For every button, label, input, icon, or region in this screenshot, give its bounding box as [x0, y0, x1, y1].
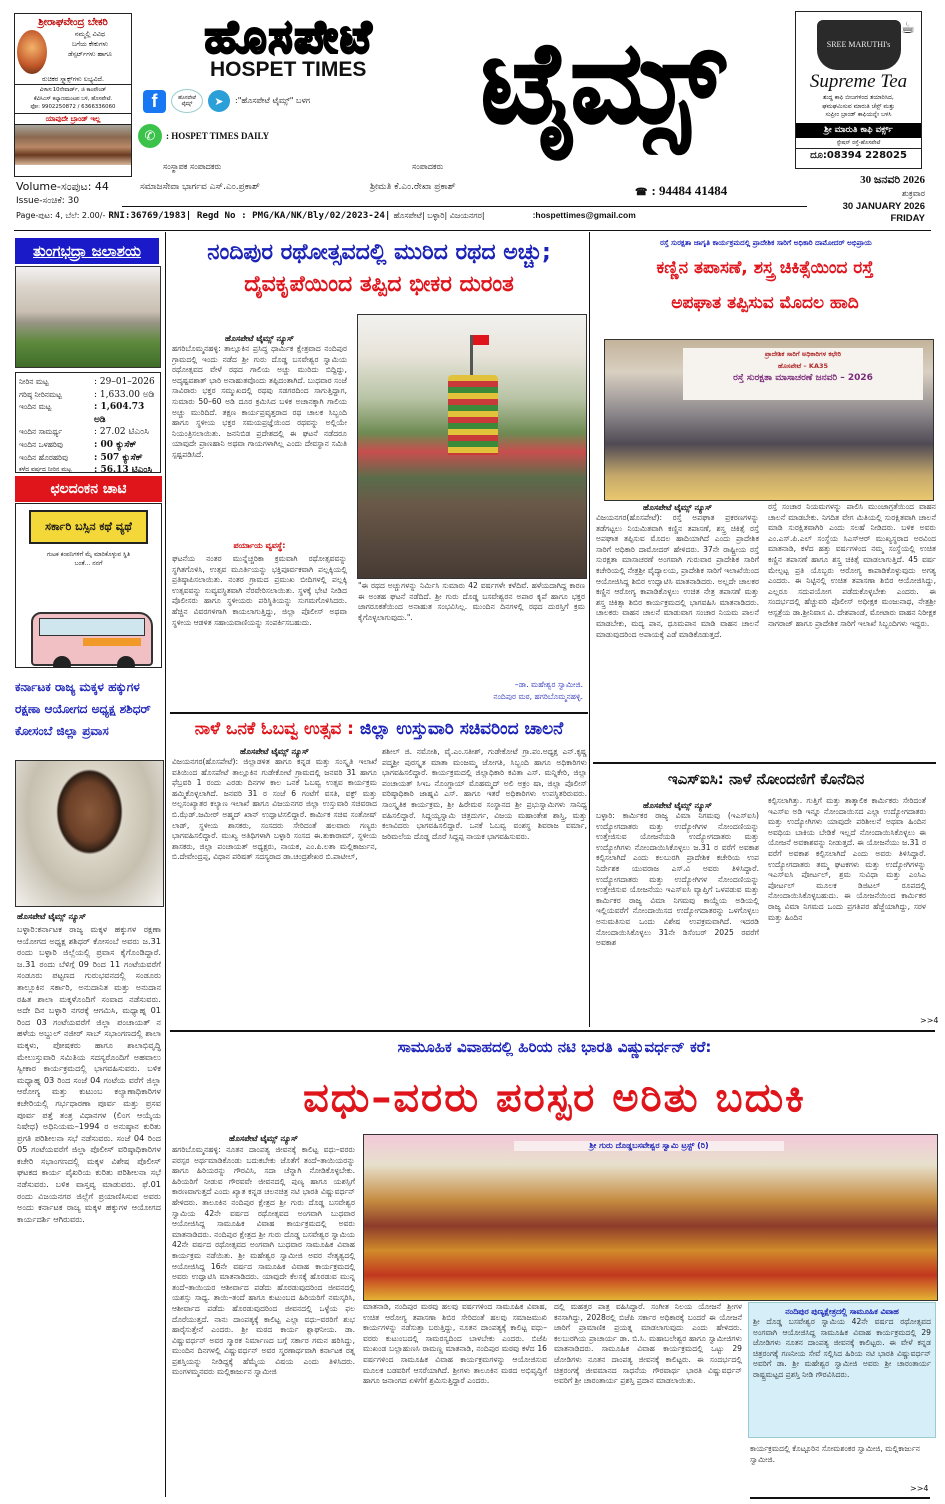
story2-byline: ಹೊಸಪೇಟೆ ಟೈಮ್ಸ್ ನ್ಯೂಸ್: [643, 503, 712, 512]
phone-number: : 94484 41484: [651, 183, 728, 198]
day-kannada: ಶುಕ್ರವಾರ: [901, 189, 925, 198]
story5-body-1: ಹಗರಿಬೊಮ್ಮನಹಳ್ಳಿ: ನೂತನ ದಾಂಪತ್ಯ ಜೀವನಕ್ಕೆ ಕಾಲಿಟ್ಟ ವಧು–ವರರು ಪರಸ್ಪರ ಅರ್ಥಮಾಡಿಕೊಂಡು ಬದುಕಬೇಕು ಜೊತೆಗೆ ತಂದೆ–ತಾಯಿಯರನ್ನು ಹಾಗೂ ಹಿರಿಯರನ್ನು ಗೌರವಿಸಿ, ಸದಾ ಚೆನ್ನಾಗಿ ನೋಡಿಕೊಳ್ಳಬೇಕು. ಹಿರಿಯರಿಗೆ ನೀಡುವ ಗೌರವವೇ ಜೀವನದಲ್ಲಿ ಪುಣ್ಯ ಹಾಗೂ ಯಶಸ್ಸಿಗೆ ಕಾರಣವಾಗುತ್ತದೆ ಎಂದು ಖ್ಯಾತ ಕನ್ನಡ ಚಲನಚಿತ್ರ ನಟಿ ಭಾರತಿ ವಿಷ್ಣುವರ್ಧನ್ ಹೇಳಿದರು. ತಾಲೂಕಿನ ನಂದಿಪುರ ಕ್ಷೇತ್ರದ ಶ್ರೀ ಗುರು ದೊಡ್ಡ ಬಸವೇಶ್ವರ ಸ್ವಾಮಿಯ 42ನೇ ವರ್ಷದ ರಥೋತ್ಸವದ ಅಂಗವಾಗಿ ಬುಧವಾರ ಆಯೋಜಿಸಿದ್ದ ಸಾಮೂಹಿಕ ವಿವಾಹ ಕಾರ್ಯಕ್ರಮದಲ್ಲಿ ಅವರು ಮಾತನಾಡಿದರು. ನಂದಿಪುರ ಕ್ಷೇತ್ರದ ಶ್ರೀ ಗುರು ದೊಡ್ಡ ಬಸವೇಶ್ವರ ಸ್ವಾಮಿಯ 42ನೇ ವರ್ಷದ ರಥೋತ್ಸವದ ಅಂಗವಾಗಿ ಬುಧವಾರ ಸಾಮೂಹಿಕ ವಿವಾಹ ಕಾರ್ಯಕ್ರಮ ನಡೆಯಿತು. ಶ್ರೀ ಮಹೇಶ್ವರ ಸ್ವಾಮೀಜಿ ಅವರ ನೇತೃತ್ವದಲ್ಲಿ ಆಯೋಜಿಸಿದ್ದ 16ನೇ ವರ್ಷದ ಸಾಮೂಹಿಕ ವಿವಾಹ ಕಾರ್ಯಕ್ರಮದಲ್ಲಿ ಅವರು ಉದ್ಘಾಟಿಸಿ ಮಾತನಾಡಿದರು. ಯಾವುದೇ ಕೆಲಸಕ್ಕೆ ಹೊರಡುವ ಮುನ್ನ ತಂದೆ–ತಾಯಿಯರ ಆಶೀರ್ವಾದ ಪಡೆದು ಹೊರಡುವುದರಿಂದ ಜೀವನದಲ್ಲಿ ಯಶಸ್ಸು ಸಾಧ್ಯ. ತಾಯಿ–ತಂದೆ ಹಾಗೂ ಕುಟುಂಬದ ಹಿರಿಯರಿಗೆ ನಮಸ್ಕರಿಸಿ, ಆಶೀರ್ವಾದ ಪಡೆದು ಹೊರಡುವುದರಿಂದ ಜೀವನದಲ್ಲಿ ಒಳ್ಳೆಯ ಫಲ ದೊರೆಯುತ್ತದೆ. ನಾನು ದಾಂಪತ್ಯಕ್ಕೆ ಕಾಲಿಟ್ಟ ಎಲ್ಲಾ ವಧು–ವರರಿಗೆ ಶುಭ ಹಾರೈಸುತ್ತೇನೆ ಎಂದರು. ಶ್ರೀ ಮಠದ ಕಾರ್ಯ ಶ್ಲಾಘನೀಯ. ಡಾ. ವಿಷ್ಣುವರ್ಧನ್ ಅವರ ಸ್ಮಾರಕ ನಿರ್ಮಾಣದ ಬಗ್ಗೆ ಸರ್ಕಾರ ಗಮನ ಹರಿಸಿದ್ದು, ಮುಂದಿನ ದಿನಗಳಲ್ಲಿ ವಿಷ್ಣುವರ್ಧನ್ ಅವರ ಸ್ಮರಣಾರ್ಥವಾಗಿ ಕರ್ನಾಟಕ ರತ್ನ ಪ್ರಶಸ್ತಿಯನ್ನು ನೀಡಿದ್ದಕ್ಕೆ ಹೆಮ್ಮೆಯ ವಿಷಯ ಎಂದು ತಿಳಿಸಿದರು. ಮಂಗಳಮ್ಮನವರು ಮಲ್ಲಿಕಾರ್ಜುನ ಸ್ವಾಮೀಜಿ: [172, 1145, 355, 1377]
masthead-title-kannada-2: ಟೈಮ್ಸ್: [480, 17, 725, 148]
story5-headline: ವಧು–ವರರು ಪರಸ್ಪರ ಅರಿತು ಬದುಕಿ: [303, 1075, 806, 1121]
tea-ad-address: ಸ್ಟೇಷನ್ ರಸ್ತೆ-ಹೊಸಪೇಟೆ: [836, 139, 881, 146]
story1-body-1: ಹಗರಿಬೊಮ್ಮನಹಳ್ಳಿ: ತಾಲ್ಲೂಕಿನ ಪ್ರಸಿದ್ಧ ಧಾರ್ಮಿಕ ಕ್ಷೇತ್ರವಾದ ನಂದಿಪುರ ಗ್ರಾಮದಲ್ಲಿ ಇಂದು ನಡೆದ ಶ್ರೀ ಗುರು ದೊಡ್ಡ ಬಸವೇಶ್ವರ ಸ್ವಾಮಿಯ ರಥೋತ್ಸವದ ವೇಳೆ ರಥದ ಗಾಲಿಯ ಅಚ್ಚು ಮುರಿದು ಬಿದ್ದಿದ್ದು, ಅದೃಷ್ಟವಶಾತ್ ಭಾರಿ ಅನಾಹುತವೊಂದು ತಪ್ಪಿದಂತಾಗಿದೆ. ಬುಧವಾರ ಸಂಜೆ ಸಾವಿರಾರು ಭಕ್ತರ ಸಮ್ಮುಖದಲ್ಲಿ ರಥವು ಸಡಗರದಿಂದ ಸಾಗುತ್ತಿದ್ದಾಗ, ಸುಮಾರು 50–60 ಅಡಿ ದೂರ ಕ್ರಮಿಸಿದ ಬಳಿಕ ಅಚಾನಕ್ಕಾಗಿ ಗಾಲಿಯ ಅಚ್ಚು ಮುರಿದಿದೆ. ತಕ್ಷಣ ಕಾರ್ಯಪ್ರವೃತ್ತರಾದ ರಥ ಚಾಲಕ ಸಿಬ್ಬಂದಿ ಹಾಗೂ ಸ್ಥಳೀಯ ಭಕ್ತರ ಸಮಯಪ್ರಜ್ಞೆಯಿಂದ ರಥವನ್ನು ಅಲ್ಲಿಯೇ ನಿಯಂತ್ರಿಸಲಾಯಿತು. ಜನನಿಬಿಡ ಪ್ರದೇಶದಲ್ಲಿ ಈ ಘಟನೆ ನಡೆದರೂ ಯಾವುದೇ ಪ್ರಾಣಹಾನಿ ಅಥವಾ ಗಾಯಗಳಾಗಿಲ್ಲ ಎಂದು ದೇವಸ್ಥಾನ ಸಮಿತಿ ಸ್ಪಷ್ಟಪಡಿಸಿದೆ.: [172, 344, 347, 459]
story1-quote-author: –ಡಾ. ಮಹೇಶ್ವರ ಸ್ವಾಮೀಜಿ.: [514, 680, 583, 689]
cakes-image: [15, 125, 131, 165]
road-safety-photo: [604, 339, 934, 501]
founder-name: ಸಮಾಜಸೇವಾ ಭಾರ್ಗವ ಎಸ್.ಎಂ.ಪ್ರಕಾಶ್: [140, 182, 260, 192]
dam-row: ಕಳೆದ ವರ್ಷದ ನೀರಿನ ಮಟ್ಟ : 56.13 ಟಿಎಂಸಿ: [19, 465, 153, 476]
page-bottom-rule: [750, 1497, 930, 1499]
photo-banner-text: ಶ್ರೀ ಗುರು ದೊಡ್ಡಬಸವೇಶ್ವರ ಸ್ವಾಮಿ ಟ್ರಸ್ಟ್ (ರಿ): [514, 1141, 784, 1151]
story5-box-title: ನಂದಿಪುರ ಪುಣ್ಯಕ್ಷೇತ್ರದಲ್ಲಿ ಸಾಮೂಹಿಕ ವಿವಾಹ: [785, 1307, 899, 1316]
social-logo: ಹೊಸಪೇಟೆ ಟೈಮ್ಸ್: [171, 89, 203, 113]
portrait-photo: [15, 760, 164, 907]
story4-headline: ಇಎಸ್ಐಸಿ: ನಾಳೆ ನೋಂದಣಿಗೆ ಕೊನೆದಿನ: [667, 770, 865, 788]
section-divider: [170, 1030, 935, 1032]
story1-body-2: ಘಟನೆಯ ನಂತರ ಮುನ್ನೆಚ್ಚರಿಕಾ ಕ್ರಮವಾಗಿ ರಥೋತ್ಸವವನ್ನು ಸ್ಥಗಿತಗೊಳಿಸಿ, ಉತ್ಸವ ಮೂರ್ತಿಯನ್ನು ಭಕ್ತಿಪೂರ್ವಕವಾಗಿ ಪಲ್ಲಕ್ಕಿಯಲ್ಲಿ ಪ್ರತಿಷ್ಠಾಪಿಸಲಾಯಿತು. ನಂತರ ಗ್ರಾಮದ ಪ್ರಮುಖ ಬೀದಿಗಳಲ್ಲಿ ಪಲ್ಲಕ್ಕಿ ಉತ್ಸವವನ್ನು ಸುವ್ಯವಸ್ಥಿತವಾಗಿ ನೆರವೇರಿಸಲಾಯಿತು. ಸ್ಥಳಕ್ಕೆ ಭೇಟಿ ನೀಡಿದ ಪೊಲೀಸರು ಹಾಗೂ ಸ್ಥಳೀಯರು ಪರಿಸ್ಥಿತಿಯನ್ನು ಸುಗಮಗೊಳಿಸಿದರು. ಹೆಚ್ಚಿನ ವಿವರಗಳಿಗಾಗಿ ಕಾಯಲಾಗುತ್ತಿದ್ದು, ಜಿಲ್ಲಾ ಪೊಲೀಸ್ ಅಥವಾ ಸ್ಥಳೀಯ ಆಡಳಿತ ಸಹಾಯವಾಣಿಯನ್ನು ಸಂಪರ್ಕಿಸಬಹುದು.: [172, 554, 347, 627]
header-bottom-rule: [14, 230, 931, 231]
bakery-tagline: ಯಾವುದೇ ಬ್ರಾಂಡ್ ಇಲ್ಲ: [15, 114, 131, 125]
tea-brand: Supreme Tea: [809, 71, 908, 92]
day-english: FRIDAY: [890, 213, 925, 224]
dam-row: ಇಂದಿನ ಸಾಮರ್ಥ್ಯ : 27.02 ಟಿಎಂಸಿ: [19, 427, 149, 438]
masthead-title-kannada-1: ಹೊಸಪೇಟೆ: [204, 10, 374, 63]
left-column-divider: [165, 232, 166, 1497]
story1-headline-2: ದೈವಕೃಪೆಯಿಂದ ತಪ್ಪಿದ ಭೀಕರ ದುರಂತ: [244, 272, 514, 297]
tea-logo: [817, 20, 901, 70]
volume: Volume-ಸಂಪುಟ: 44: [16, 180, 109, 193]
date-kannada: 30 ಜನವರಿ 2026: [860, 174, 925, 186]
story5-body-2: ಮಾತನಾಡಿ, ನಂದಿಪುರ ಮಠವು ಹಲವು ವರ್ಷಗಳಿಂದ ಸಾಮೂಹಿಕ ವಿವಾಹ, ಉಚಿತ ಆರೋಗ್ಯ ತಪಾಸಣಾ ಶಿಬಿರ ಸೇರಿದಂತೆ ಹಲವು ಸಮಾಜಮುಖಿ ಕಾರ್ಯಗಳನ್ನು ನಡೆಸುತ್ತಾ ಬರುತ್ತಿದ್ದು, ನೂತನ ದಾಂಪತ್ಯಕ್ಕೆ ಕಾಲಿಟ್ಟ ವಧು–ವರರು ಕುಟುಂಬದಲ್ಲಿ ಸಾಮರಸ್ಯದಿಂದ ಬಾಳಬೇಕು ಎಂದರು. ಬಿಜೆಪಿ ಮುಖಂಡ ಬಲ್ಲಾಹುಣಸಿ ರಾಮಣ್ಣ ಮಾತನಾಡಿ, ನಂದಿಪುರ ಮಠವು ಕಳೆದ 16 ವರ್ಷಗಳಿಂದ ಸಾಮೂಹಿಕ ವಿವಾಹ ಕಾರ್ಯಕ್ರಮಗಳನ್ನು ಆಯೋಜಿಸುವ ಮೂಲಕ ಬಡವರಿಗೆ ಆಸರೆಯಾಗಿದೆ. ಶ್ರೀಗಳು ತಾಲೂಕಿನ ಮಠದ ಅಭಿವೃದ್ಧಿಗೆ ಹಾಗೂ ಜನಾಂಗದ ಏಳಿಗೆಗೆ ಶ್ರಮಿಸುತ್ತಿದ್ದಾರೆ ಎಂದರು.: [363, 1302, 547, 1386]
phone-row: [635, 183, 727, 199]
photo-banner-line: ಪ್ರಾದೇಶಿಕ ಸಾರಿಗೆ ಅಧಿಕಾರಿಗಳ ಕಛೇರಿ: [764, 350, 842, 358]
story4-body-2: ಕಲ್ಪಿಸಲಾಗಿತ್ತು. ಗುತ್ತಿಗೆ ಮತ್ತು ತಾತ್ಕಾಲಿಕ ಕಾರ್ಮಿಕರು ಸೇರಿದಂತೆ ಇಎಸ್ಐ ಅಡಿ ಇನ್ನೂ ನೋಂದಾಯಿಸದ ಎಲ್ಲಾ ಉದ್ಯೋಗದಾತರು ಮತ್ತು ಉದ್ಯೋಗಿಗಳು ಯಾವುದೇ ಪರಿಶೀಲನೆ ಅಥವಾ ಹಿಂದಿನ ಅವಧಿಯ ಬಾಕಿಯ ಬೇಡಿಕೆ ಇಲ್ಲದೆ ನೋಂದಾಯಿಸಿಕೊಳ್ಳಲು ಈ ಯೋಜನೆ ಅವಕಾಶವನ್ನು ನೀಡುತ್ತದೆ. ಈ ಯೋಜನೆಯು ಜ.31 ರ ವರೆಗೆ ಅವಕಾಶ ಕಲ್ಪಿಸಲಾಗಿದೆ ಎಂದು ಅವರು ತಿಳಿಸಿದ್ದಾರೆ. ಉದ್ಯೋಗದಾತರು ತಮ್ಮ ಘಟಕಗಳು ಮತ್ತು ಉದ್ಯೋಗಿಗಳನ್ನು ಇಎಸ್ಐಸಿ ಪೋರ್ಟಲ್, ಶ್ರಮ ಸುವಿಧಾ ಮತ್ತು ಎಂಸಿಎ ಪೋರ್ಟಲ್ ಮೂಲಕ ಡಿಜಿಟಲ್ ರೂಪದಲ್ಲಿ ನೋಂದಾಯಿಸಿಕೊಳ್ಳಬಹುದು. ಈ ಯೋಜನೆಯಿಂದ ಕಾರ್ಮಿಕರ ರಾಜ್ಯ ವಿಮಾ ನಿಗಮದ ಒಂದು ಪ್ರಗತಿಪರ ಹೆಜ್ಜೆಯಾಗಿದ್ದು, ಸರಳ ಮತ್ತು ಹಿಂದಿನ: [768, 796, 926, 922]
cartoon-speech: ಗುಟಕ ಕಂಪನಿಗಳಿಗೆ ಮೈ ಮಾರಿಕೊಳ್ಳುವ ಸ್ಥಿತಿ ಬಂತೆ... ನನಗೆ: [46, 551, 131, 567]
bakery-address: ಕೆವಿಸಿಎಸ್ ಕಲ್ಯಾಣಮಂಟಪ ಬಳಿ, ಹೊಸಪೇಟೆ.: [33, 95, 113, 102]
story5-after-box: ಕಾರ್ಯಕ್ರಮದಲ್ಲಿ ಕೊಟ್ಟೂರಿನ ಸೋಮಶಂಕರ ಸ್ವಾಮೀಜಿ, ಮಲ್ಲಿಕಾರ್ಜುನ ಸ್ವಾಮೀಜಿ.: [750, 1444, 920, 1464]
social-row: [143, 88, 373, 114]
story-divider: [170, 712, 588, 714]
story3-headline-red: ನಾಳೆ ಒನಕೆ ಓಬವ್ವ ಉತ್ಸವ :: [194, 719, 354, 739]
story5-continued: >>4: [910, 1484, 929, 1493]
places: ಹೊಸಪೇಟೆ| ಬಳ್ಳಾರಿ| ವಿಜಯನಗರ|: [393, 211, 485, 220]
whatsapp-icon[interactable]: ✆: [138, 124, 162, 148]
telegram-icon[interactable]: ➤: [208, 90, 230, 112]
tea-ad-line: ಶುದ್ಧ ಕಾಫಿ ಬೀಜಗಳಿಂದ ತಯಾರಿಸಿದ,: [823, 94, 894, 101]
story2-headline-2: ಅಪಘಾತ ತಪ್ಪಿಸುವ ಮೊದಲ ಹಾದಿ: [671, 293, 859, 313]
left-story-headline: ಕರ್ನಾಟಕ ರಾಜ್ಯ ಮಕ್ಕಳ ಹಕ್ಕುಗಳ ರಕ್ಷಣಾ ಆಯೋಗದ ಅಧ್ಯಕ್ಷ ಶಶಿಧರ್ ಕೋಸಂಬೆ ಜಿಲ್ಲಾ ಪ್ರವಾಸ: [15, 680, 151, 738]
story3-body-2: ಶಶೀಲ್ ಜಿ. ನಮೋಶಿ, ವೈ.ಎಂ.ಸತೀಶ್, ಗುಡೇಕೋಟೆ ಗ್ರಾ.ಪಂ.ಅಧ್ಯಕ್ಷ ಎನ್.ಕೃಷ್ಣ ಪದ್ಮಶ್ರೀ ಪುರಸ್ಕೃತ ಮಾತಾ ಮಂಜಮ್ಮ ಜೋಗತಿ, ಸಿಬ್ಬಂದಿ ಹಾಗೂ ಅಧಿಕಾರಿಗಳು ಭಾಗವಹಿಸಲಿದ್ದಾರೆ. ಕಾರ್ಯಕ್ರಮದಲ್ಲಿ ಜಿಲ್ಲಾಧಿಕಾರಿ ಕವಿತಾ ಎಸ್. ಮನ್ನಿಕೇರಿ, ಜಿಲ್ಲಾ ಪಂಚಾಯತ್ ಸಿಇಒ ನೊಂಗ್ಜಾಯ್ ಮೊಹಮ್ಮದ್ ಅಲಿ ಅಕ್ರಂ ಷಾ, ಜಿಲ್ಲಾ ಪೊಲೀಸ್ ವರಿಷ್ಠಾಧಿಕಾರಿ ಜಾಹ್ನವಿ ಎಸ್. ಹಾಗೂ ಇತರೆ ಅಧಿಕಾರಿಗಳು ಉಪಸ್ಥಿತರಿರುವರು. ಸಾಂಸ್ಕೃತಿಕ ಕಾರ್ಯಕ್ರಮ, ಶ್ರೀ ಹಿರೇಮಠ ಸಂಸ್ಥಾನದ ಶ್ರೀ ಪ್ರಭುಸ್ವಾಮಿಗಳು ಸಾನಿಧ್ಯ ವಹಿಸಲಿದ್ದಾರೆ. ಸಿದ್ದಯ್ಯಸ್ವಾಮಿ ಚಿತ್ರದುರ್ಗ, ವಿಜಯ ಮಹಾಂತೇಶ ಶಾಸ್ತ್ರಿ, ಮತ್ತು ಕಲಾವಿದರು ಭಾಗವಹಿಸಲಿದ್ದಾರೆ. ಒನಕೆ ಓಬವ್ವ ವಂಶಸ್ಥ ಶಿವರಾಜ ವರ್ಮಾ, ಜರಿಮಲೆಯ ದೊಡ್ಡ ದೊರೆ ಸಿದ್ದಪ್ಪ ನಾಯಕ ಭಾಗವಹಿಸುವರು.: [382, 747, 587, 841]
registration: RNI:36769/1983| Regd No : PMG/KA/NK/Bly/02/2023-24|: [108, 210, 391, 221]
date-english: 30 JANUARY 2026: [842, 201, 925, 212]
bakery-ad-line: ಬಗೆಯ ಕೇಕುಗಳು: [71, 40, 109, 48]
tea-ad-banner: ಶ್ರೀ ಮಾರುತಿ ಕಾಫಿ ವರ್ಕ್ಸ್: [796, 123, 921, 138]
editor-name: ಶ್ರೀಮತಿ ಕೆ.ಎಂ.ರೇಖಾ ಪ್ರಕಾಶ್: [370, 182, 456, 192]
story1-subhead: ಪರ್ಯಾಯ ವ್ಯವಸ್ಥೆ:: [233, 541, 286, 550]
telegram-group-text: :"ಹೊಸಪೇಟೆ ಟೈಮ್ಸ್" ಬಳಗ: [235, 96, 311, 105]
story3-body-1: ವಿಜಯನಗರ(ಹೊಸಪೇಟೆ): ಜಿಲ್ಲಾಡಳಿತ ಹಾಗೂ ಕನ್ನಡ ಮತ್ತು ಸಂಸ್ಕೃತಿ ಇಲಾಖೆ ವತಿಯಿಂದ ಹೊಸಪೇಟೆ ತಾಲ್ಲೂಕಿನ ಗುಡೇಕೋಟೆ ಗ್ರಾಮದಲ್ಲಿ ಜನವರಿ 31 ಹಾಗೂ ಫೆಬ್ರವರಿ 1 ರಂದು ಎರಡು ದಿನಗಳ ಕಾಲ ಒನಕೆ ಓಬವ್ವ ಉತ್ಸವ ಕಾರ್ಯಕ್ರಮ ಹಮ್ಮಿಕೊಳ್ಳಲಾಗಿದೆ. ಜನವರಿ 31 ರ ಸಂಜೆ 6 ಗಂಟೆಗೆ ವಸತಿ, ವಕ್ಫ್ ಮತ್ತು ಅಲ್ಪಸಂಖ್ಯಾತರ ಕಲ್ಯಾಣ ಇಲಾಖೆ ಹಾಗೂ ವಿಜಯನಗರ ಜಿಲ್ಲಾ ಉಸ್ತುವಾರಿ ಸಚಿವರಾದ ಬಿ.ಝೆಡ್.ಜಮೀರ್ ಅಹ್ಮದ್ ಖಾನ್ ಉದ್ಘಾಟಿಸಲಿದ್ದಾರೆ. ಕಾರ್ಮಿಕ ಸಚಿವ ಸಂತೋಷ್ ಲಾಡ್, ಸ್ಥಳೀಯ ಶಾಸಕರು, ಸಂಸದರು ಸೇರಿದಂತೆ ಹಲವಾರು ಗಣ್ಯರು ಭಾಗವಹಿಸಲಿದ್ದಾರೆ. ಮುಖ್ಯ ಅತಿಥಿಗಳಾಗಿ ಬಳ್ಳಾರಿ ಸಂಸದ ಈ.ತುಕಾರಾಮ್, ಸ್ಥಳೀಯ ಶಾಸಕರು, ಜಿಲ್ಲಾ ಪಂಚಾಯತ್ ಅಧ್ಯಕ್ಷರು, ನಾಯಕ, ಎಂ.ಪಿ.ಲತಾ ಮಲ್ಲಿಕಾರ್ಜುನ, ಬಿ.ದೇವೇಂದ್ರಪ್ಪ, ವಿಧಾನ ಪರಿಷತ್ ಸದಸ್ಯರಾದ ಡಾ.ಚಂದ್ರಶೇಖರ ಬಿ.ಪಾಟೀಲ್,: [172, 757, 377, 862]
dam-title: ತುಂಗಭದ್ರಾ ಜಲಾಶಯ: [15, 238, 159, 264]
cartoon-title: ಛಲದಂಕನ ಚಾಟಿ: [15, 476, 162, 502]
story2-body-1: ವಿಜಯನಗರ(ಹೊಸಪೇಟೆ): ರಸ್ತೆ ಅಪಘಾತ ಪ್ರಕರಣಗಳನ್ನು ತಡೆಗಟ್ಟಲು ನಿಯಮಿತವಾಗಿ ಕಣ್ಣಿನ ತಪಾಸಣೆ, ಶಸ್ತ್ರ ಚಿಕಿತ್ಸೆ ರಸ್ತೆ ಅಪಘಾತ ತಪ್ಪಿಸುವ ಮೊದಲ ಹಾದಿಯಾಗಿದೆ ಎಂದು ಪ್ರಾದೇಶಿಕ ಸಾರಿಗೆ ಅಧಿಕಾರಿ ದಾಮೋದರ್ ಹೇಳಿದರು. 37ನೇ ರಾಷ್ಟ್ರೀಯ ರಸ್ತೆ ಸುರಕ್ಷತಾ ಮಾಸಾಚರಣೆ ಅಂಗವಾಗಿ ಗುರುವಾರ ಪ್ರಾದೇಶಿಕ ಸಾರಿಗೆ ಕಚೇರಿಯಲ್ಲಿ ನೇತ್ರಶ್ರೀ ವೈದ್ಯಾಲಯ, ಪ್ರಾದೇಶಿಕ ಸಾರಿಗೆ ಇಲಾಖೆಯಿಂದ ಆಯೋಜಿಸಿದ್ದ ಶಿಬಿರ ಉದ್ಘಾಟಿಸಿ ಮಾತನಾಡಿದರು. ಅಲ್ಲದೇ ಚಾಲಕರ ಕಣ್ಣಿನ ಆರೋಗ್ಯ ಕಾಪಾಡಿಕೊಳ್ಳಲು ಉಚಿತ ನೇತ್ರ ತಪಾಸಣೆ ಮತ್ತು ಶಸ್ತ್ರ ಚಿಕಿತ್ಸಾ ಶಿಬಿರ ಕಾರ್ಯಕ್ರಮದಲ್ಲಿ ಭಾಗವಹಿಸಿ ಮಾತನಾಡಿದರು. ಚಾಲಕರು ವಾಹನ ಚಾಲನೆ ಮಾಡುವಾಗ ಸಂಚಾರ ನಿಯಮ ಪಾಲನೆ ಮಾಡಬೇಕು, ಮದ್ಯ ಪಾನ, ಧೂಮಪಾನ ಮಾಡಿ ವಾಹನ ಚಾಲನೆ ಮಾಡುವುದರಿಂದ ಅಪಾಯಕ್ಕೆ ಎಡೆ ಮಾಡಿಕೊಡುತ್ತದೆ.: [596, 513, 759, 639]
tea-ad: [795, 11, 922, 169]
story5-kicker: ಸಾಮೂಹಿಕ ವಿವಾಹದಲ್ಲಿ ಹಿರಿಯ ನಟಿ ಭಾರತಿ ವಿಷ್ಣುವರ್ಧನ್ ಕರೆ:: [397, 1038, 712, 1056]
deity-image: [17, 30, 47, 74]
story1-quote-place: ನಂದಿಪುರ ಮಠ, ಹಗರಿಬೊಮ್ಮನಹಳ್ಳಿ.: [493, 692, 583, 701]
bakery-ad-line: ನಮ್ಮಲ್ಲಿ ವಿವಿಧ: [74, 30, 106, 38]
story5-byline: ಹೊಸಪೇಟೆ ಟೈಮ್ಸ್ ನ್ಯೂಸ್: [229, 1134, 298, 1143]
info-strip: [16, 210, 816, 221]
story3-headline: [172, 716, 586, 742]
story-divider: [593, 762, 936, 764]
left-story-body: ಬಳ್ಳಾರಿ:ಕರ್ನಾಟಕ ರಾಜ್ಯ ಮಕ್ಕಳ ಹಕ್ಕುಗಳ ರಕ್ಷಣಾ ಆಯೋಗದ ಅಧ್ಯಕ್ಷ ಶಶಿಧರ್ ಕೋಸಂಬೆ ಅವರು ಜ.31 ರಂದು ಬಳ್ಳಾರಿ ಜಿಲ್ಲೆಯಲ್ಲಿ ಪ್ರವಾಸ ಕೈಗೊಂಡಿದ್ದಾರೆ. ಜ.31 ರಂದು ಬೆಳಿಗ್ಗೆ 09 ರಿಂದ 11 ಗಂಟೆಯವರೆಗೆ ಸಂಡೂರು ಪಟ್ಟಣದ ಗುರುಭವನದಲ್ಲಿ ಸಂಡೂರು ತಾಲ್ಲೂಕಿನ ಸರ್ಕಾರಿ, ಅನುದಾನಿತ ಮತ್ತು ಅನುದಾನ ರಹಿತ ಶಾಲಾ ಮಕ್ಕಳೊಂದಿಗೆ ಸಂವಾದ ನಡೆಸುವರು. ಅದೇ ದಿನ ಬಳ್ಳಾರಿ ನಗರಕ್ಕೆ ಆಗಮಿಸಿ, ಮಧ್ಯಾಹ್ನ 01 ರಿಂದ 03 ಗಂಟೆಯವರೆಗೆ ಜಿಲ್ಲಾ ಪಂಚಾಯತ್ ನ ಹಳೆಯ ಅಬ್ದುಲ್ ನಜೀರ್ ಸಾಬ್ ಸಭಾಂಗಣದಲ್ಲಿ ಶಾಲಾ ಮಕ್ಕಳು, ಪೋಷಕರು ಹಾಗೂ ಶಾಲಾಭಿವೃದ್ಧಿ ಮೇಲುಸ್ತುವಾರಿ ಸಮಿತಿಯ ಸದಸ್ಯರೊಂದಿಗೆ ಅಹವಾಲು ಸ್ವೀಕಾರ ಕಾರ್ಯಕ್ರಮದಲ್ಲಿ ಭಾಗವಹಿಸುವರು. ಬಳಿಕ ಮಧ್ಯಾಹ್ನ 03 ರಿಂದ ಸಂಜೆ 04 ಗಂಟೆಯ ವರೆಗೆ ಜಿಲ್ಲಾ ಆರೋಗ್ಯ ಮತ್ತು ಕುಟುಂಬ ಕಲ್ಯಾಣಾಧಿಕಾರಿಗಳ ಕಚೇರಿಯಲ್ಲಿ ಗರ್ಭಧಾರಣಾ ಪೂರ್ವ ಮತ್ತು ಪ್ರಸವ ಪೂರ್ವ ಪತ್ತೆ ತಂತ್ರ ವಿಧಾನಗಳ (ಲಿಂಗ ಆಯ್ಕೆಯ ನಿಷೇಧ) ಅಧಿನಿಯಮ–1994 ರ ಅನುಷ್ಠಾನ ಕುರಿತು ಪ್ರಗತಿ ಪರಿಶೀಲನಾ ಸಭೆ ನಡೆಸುವರು. ಸಂಜೆ 04 ರಿಂದ 05 ಗಂಟೆಯವರೆಗೆ ಜಿಲ್ಲಾ ಪೊಲೀಸ್ ವರಿಷ್ಠಾಧಿಕಾರಿಗಳ ಕಚೇರಿ ಸಭಾಂಗಣದಲ್ಲಿ ಮಕ್ಕಳ ವಿಶೇಷ ಪೊಲೀಸ್ ಘಟಕದ ಕಾರ್ಯ ವೈಖರಿಯ ಕುರಿತು ಪರಿಶೀಲನಾ ಸಭೆ ನಡೆಸುವರು. ಬಳಿಕ ವಾಸ್ತವ್ಯ ಮಾಡುವರು. ಫೆ.01 ರಂದು ವಿಜಯನಗರ ಜಿಲ್ಲೆಗೆ ಪ್ರಯಾಣಿಸಿಸುವ ಅವರು ಅಂದು ಕರ್ನಾಟಕ ರಾಜ್ಯ ಮಕ್ಕಳ ಹಕ್ಕುಗಳ ಆಯೋಗದ ಕಾರ್ಯದರ್ಶಿ ಆಗಿರುವರು.: [17, 924, 161, 1224]
cup-icon: ☕: [900, 18, 915, 37]
dam-row: ಇಂದಿನ ಒಳಹರಿವು : 00 ಕ್ಯುಸೆಕ್: [19, 439, 137, 450]
bakery-ad: [14, 13, 132, 177]
story2-kicker: ರಸ್ತೆ ಸುರಕ್ಷತಾ ಜಾಗೃತಿ ಕಾರ್ಯಕ್ರಮದಲ್ಲಿ ಪ್ರಾದೇಶಿಕ ಸಾರಿಗೆ ಅಧಿಕಾರಿ ದಾಮೋದರ್ ಅಭಿಪ್ರಾಯ: [660, 238, 872, 247]
editor-label: ಸಂಪಾದಕರು: [412, 162, 444, 171]
masthead-title-english: HOSPET TIMES: [210, 58, 367, 81]
header-rule: [122, 206, 807, 207]
bakery-ad-title: ಶ್ರೀರಾಘವೇಂದ್ರ ಬೇಕರಿ: [38, 17, 108, 28]
bakery-phone: ಫೋ: 9902250872 / 6366336060: [30, 104, 116, 110]
story4-byline: ಹೊಸಪೇಟೆ ಟೈಮ್ಸ್ ನ್ಯೂಸ್: [643, 801, 712, 810]
story2-body-2: ರಸ್ತೆ ಸಂಚಾರ ನಿಯಮಗಳನ್ನು ಪಾಲಿಸಿ ಮುಂಜಾಗ್ರತೆಯಿಂದ ವಾಹನ ಚಾಲನೆ ಮಾಡಬೇಕು. ನಿಗದಿತ ವೇಗ ಮಿತಿಯಲ್ಲಿ ಸುರಕ್ಷಿತವಾಗಿ ಚಾಲನೆ ಮಾಡಿ ಸುರಕ್ಷಿತವಾಗಿರಿ ಎಂದು ಸಲಹೆ ನೀಡಿದರು. ಬಳಿಕ ಅವರು ಎಂ.ಎಸ್.ಪಿ.ಎಲ್ ಸಂಸ್ಥೆಯ ಸಿಎಸ್ಆರ್ ಮುಖ್ಯಸ್ಥರಾದ ಅರವಿಂದ ಮಾತನಾಡಿ, ಕಳೆದ ಹತ್ತು ವರ್ಷಗಳಿಂದ ನಮ್ಮ ಸಂಸ್ಥೆಯಲ್ಲಿ ಉಚಿತ ಕಣ್ಣಿನ ತಪಾಸಣೆ ಹಾಗೂ ಶಸ್ತ್ರ ಚಿಕಿತ್ಸೆ ಮಾಡಲಾಗುತ್ತಿದೆ. 45 ವರ್ಷ ಮೇಲ್ಪಟ್ಟ ಪ್ರತಿ ಯೊಬ್ಬರು ಆರೋಗ್ಯ ಕಾಪಾಡಿಕೊಳ್ಳುವುದು ಅಗತ್ಯ ಎಂದರು. ಈ ನಿಟ್ಟಿನಲ್ಲಿ ಉಚಿತ ತಪಾಸಣಾ ಶಿಬಿರ ಆಯೋಜಿಸಿದ್ದು, ಎಲ್ಲರೂ ಸದುಪಯೋಗ ಪಡೆದುಕೊಳ್ಳಬೇಕು ಎಂದರು. ಈ ಸಂದರ್ಭದಲ್ಲಿ ಹೆಚ್ಚುವರಿ ಪೊಲೀಸ್ ಅಧೀಕ್ಷಕ ಮಂಜುನಾಥ, ನೇತ್ರಶ್ರೀ ಆಸ್ಪತ್ರೆಯ ಡಾ.ಶ್ರೀನಿವಾಸ ವಿ. ದೇಶಪಾಂಡೆ, ಮೋಟಾರು ವಾಹನ ನಿರೀಕ್ಷಕ ನಾಗರಾಜ್ ಹಾಗೂ ಪ್ರಾದೇಶಿಕ ಸಾರಿಗೆ ಇಲಾಖೆ ಸಿಬ್ಬಂದಿಗಳು ಇದ್ದರು.: [768, 502, 936, 628]
story5-highlight-box: [748, 1302, 936, 1438]
dam-row: ಗರಿಷ್ಠ ನೀರಿನಮಟ್ಟ : 1,633.00 ಅಡಿ: [19, 389, 155, 400]
founder-label: ಸಂಸ್ಥಾಪಕ ಸಂಪಾದಕರು: [163, 162, 222, 171]
phone-icon: ☎: [635, 187, 648, 198]
story3-headline-blue: ಜಿಲ್ಲಾ ಉಸ್ತುವಾರಿ ಸಚಿವರಿಂದ ಚಾಲನೆ: [359, 719, 564, 739]
cartoon-caption: ಸರ್ಕಾರಿ ಬಸ್ಸಿನ ಕಥೆ ವ್ಯಥೆ: [29, 510, 148, 544]
dam-row: ನೀರಿನ ಮಟ್ಟ : 29–01–2026: [19, 377, 155, 387]
story2-headline-1: ಕಣ್ಣಿನ ತಪಾಸಣೆ, ಶಸ್ತ್ರ ಚಿಕಿತ್ಸೆಯಿಂದ ರಸ್ತೆ: [656, 258, 874, 278]
issue: Issue-ಸಂಚಿಕೆ: 30: [16, 196, 80, 206]
page-price: Page-ಪುಟ: 4, ಬೆಲೆ: 2.00/-: [16, 211, 106, 220]
dam-photo: [15, 266, 161, 368]
story5-body-3: ದಲ್ಲಿ ಮಹತ್ತರ ಪಾತ್ರ ವಹಿಸಿದ್ದಾರೆ. ಸಂಗೀತ ನಿಲಯ ಯೋಜನೆ ಶ್ರೀಗಳ ಕನಸಾಗಿದ್ದು, 2028ರಲ್ಲಿ ಬಿಜೆಪಿ ಸರ್ಕಾರ ಅಧಿಕಾರಕ್ಕೆ ಬಂದರೆ ಈ ಯೋಜನೆ ಜಾರಿಗೆ ಪ್ರಾಮಾಣಿಕ ಪ್ರಯತ್ನ ಮಾಡಲಾಗುವುದು ಎಂದು ಹೇಳಿದರು. ಕಲಬುರಗಿಯ ಪ್ರಾಚಾರ್ಯ ಡಾ. ಬಿ.ಸಿ. ಮಹಾಬಲೇಶ್ವರ ಹಾಗೂ ಸ್ವಾಮೀಜಿಗಳು ಮಾತನಾಡಿದರು. ಸಾಮೂಹಿಕ ವಿವಾಹ ಕಾರ್ಯಕ್ರಮದಲ್ಲಿ ಒಟ್ಟು 29 ಜೋಡಿಗಳು ನೂತನ ದಾಂಪತ್ಯ ಜೀವನಕ್ಕೆ ಕಾಲಿಟ್ಟರು. ಈ ಸಂದರ್ಭದಲ್ಲಿ ಚಿತ್ರರಂಗಕ್ಕೆ ಜೀವಮಾನದ ಸಾಧನೆಯ ಗೌರವಾರ್ಥ ಭಾರತಿ ವಿಷ್ಣುವರ್ಧನ್ ಅವರಿಗೆ ಶ್ರೀ ಚಾರಂತಾರ್ಯ ಪ್ರಶಸ್ತಿ ಪ್ರದಾನ ಮಾಡಲಾಯಿತು.: [554, 1302, 742, 1386]
dam-row: ಇಂದಿನ ಮಟ್ಟ : 1,604.73 ಅಡಿ: [19, 402, 145, 425]
photo-banner-line: ರಸ್ತೆ ಸುರಕ್ಷತಾ ಮಾಸಾಚರಣೆ ಜನವರಿ – 2026: [733, 373, 873, 383]
email: :hospettimes@gmail.com: [532, 210, 636, 220]
story4-body-1: ಬಳ್ಳಾರಿ: ಕಾರ್ಮಿಕರ ರಾಜ್ಯ ವಿಮಾ ನಿಗಮವು (ಇಎಸ್ಐಸಿ) ಉದ್ಯೋಗದಾತರು ಮತ್ತು ಉದ್ಯೋಗಿಗಳ ನೋಂದಣಿಯನ್ನು ಉತ್ತೇಜಿಸುವ ಯೋಜನೆಯಡಿ ಉದ್ಯೋಗದಾತರು ಮತ್ತು ಉದ್ಯೋಗಿಗಳು ನೋಂದಾಯಿಸಿಕೊಳ್ಳಲು ಜ.31 ರ ವರೆಗೆ ಅವಕಾಶ ಕಲ್ಪಿಸಲಾಗಿದೆ ಎಂದು ಕಲಬುರಗಿ ಪ್ರಾದೇಶಿಕ ಕಚೇರಿಯ ಉಪ ನಿರ್ದೇಶಕ ಯುವರಾಜ ಎಸ್.ವಿ ಅವರು ತಿಳಿಸಿದ್ದಾರೆ. ಉದ್ಯೋಗದಾತರು ಮತ್ತು ಉದ್ಯೋಗಿಗಳ ನೋಂದಣಿಯನ್ನು ಉತ್ತೇಜಿಸುವ ಯೋಜನೆಯು ಇಎಸ್ಐಸಿ ವ್ಯಾಪ್ತಿಗೆ ಒಳಪಡುವ ಮತ್ತು ಕಾರ್ಮಿಕರ ರಾಜ್ಯ ವಿಮಾ ನಿಗಮವು ಕಾಯ್ದೆಯ ಅಡಿಯಲ್ಲಿ ಇಲ್ಲಿಯವರೆಗೆ ನೋಂದಾಯಿಸದ ಉದ್ಯೋಗದಾತರನ್ನು ಒಳಗೊಳ್ಳಲು ಅನುಮತಿಸುವ ಒಂದು ವಿಶೇಷ ಉಪಕ್ರಮವಾಗಿದೆ. ಇದರಡಿ ನೋಂದಾಯಿಸಿಕೊಳ್ಳಲು 31ನೇ ಡಿಸೆಂಬರ್ 2025 ರವರೆಗೆ ಅವಕಾಶ: [596, 811, 759, 948]
story4-continued: >>4: [920, 1016, 939, 1025]
bakery-ad-line: ರುಚಿಕರ ಸ್ನ್ಯಾಕ್ಸ್‌ಗಳು ಲಭ್ಯವಿದೆ.: [15, 75, 131, 85]
bus-illustration: [31, 612, 153, 666]
whatsapp-text: : HOSPET TIMES DAILY: [166, 131, 270, 141]
bakery-address: ವಿಳಾಸ:10ನೇವಾರ್ಡ್, ಜಿ ಕಾಂಪೌಂಡ್: [39, 87, 107, 93]
tea-ad-line: ಸುಪ್ರೀಂ ಬ್ರಾಂಡ್ ಕಾಫಿಯನ್ನೇ ಬಳಸಿ: [825, 111, 892, 118]
story3-byline: ಹೊಸಪೇಟೆ ಟೈಮ್ಸ್ ನ್ಯೂಸ್: [240, 747, 309, 756]
cartoon-panel: [15, 503, 162, 668]
center-column-divider: [589, 232, 590, 1027]
facebook-icon[interactable]: f: [143, 90, 166, 113]
tea-brand-top: SREE MARUTHI's: [826, 40, 891, 49]
chariot-photo: [357, 314, 587, 579]
story1-byline: ಹೊಸಪೇಟೆ ಟೈಮ್ಸ್ ನ್ಯೂಸ್: [225, 334, 294, 343]
left-story-byline: ಹೊಸಪೇಟೆ ಟೈಮ್ಸ್ ನ್ಯೂಸ್: [17, 912, 86, 921]
bakery-ad-line: ಡೆಸ್ಸರ್ಟ್‌ಗಳು ಹಾಗೂ: [68, 50, 112, 58]
photo-banner-line: ಹೊಸಪೇಟೆ – KA35: [777, 362, 829, 370]
dam-row: ಇಂದಿನ ಹೊರಹರಿವು : 507 ಕ್ಯುಸೆಕ್: [19, 452, 143, 463]
dam-stats: [15, 372, 161, 476]
tea-ad-phone: ದೂ:08394 228025: [796, 148, 921, 162]
mass-wedding-photo: [363, 1134, 938, 1301]
story5-box-body: ಶ್ರೀ ದೊಡ್ಡ ಬಸವೇಶ್ವರ ಸ್ವಾಮಿಯ 42ನೇ ವರ್ಷದ ರಥೋತ್ಸವದ ಅಂಗವಾಗಿ ಆಯೋಜಿಸಿದ್ದ ಸಾಮೂಹಿಕ ವಿವಾಹ ಕಾರ್ಯಕ್ರಮದಲ್ಲಿ 29 ಜೋಡಿಗಳು ನೂತನ ದಾಂಪತ್ಯ ಜೀವನಕ್ಕೆ ಕಾಲಿಟ್ಟರು. ಈ ವೇಳೆ ಕನ್ನಡ ಚಿತ್ರರಂಗಕ್ಕೆ ಗಣನೀಯ ಸೇವೆ ಸಲ್ಲಿಸಿದ ಹಿರಿಯ ನಟಿ ಭಾರತಿ ವಿಷ್ಣುವರ್ಧನ್ ಅವರಿಗೆ ಡಾ. ಶ್ರೀ ಮಹೇಶ್ವರ ಸ್ವಾಮೀಜಿ ಅವರು ಶ್ರೀ ಚಾರಂತಾರ್ಯ ರಾಷ್ಟ್ರಮಟ್ಟದ ಪ್ರಶಸ್ತಿ ನೀಡಿ ಗೌರವಿಸಿದರು.: [753, 1317, 931, 1379]
story1-headline-1: ನಂದಿಪುರ ರಥೋತ್ಸವದಲ್ಲಿ ಮುರಿದ ರಥದ ಅಚ್ಚು;: [207, 240, 551, 265]
whatsapp-row: [138, 124, 269, 148]
story1-quote: "ಈ ರಥದ ಅಚ್ಚುಗಳನ್ನು ನಿರ್ಮಿಸಿ ಸುಮಾರು 42 ವರ್ಷಗಳೇ ಕಳೆದಿವೆ. ಹಳೆಯದಾಗಿದ್ದ ಕಾರಣ ಈ ಅಂತಹ ಘಟನೆ ನಡೆದಿದೆ. ಶ್ರೀ ಗುರು ದೊಡ್ಡ ಬಸವೇಶ್ವರನ ಅಪಾರ ಕೃಪೆ ಹಾಗೂ ಭಕ್ತರ ಜಾಗರೂಕತೆಯಿಂದ ಅನಾಹುತ ಸಂಭವಿಸಿಲ್ಲ. ಮುಂದಿನ ದಿನಗಳಲ್ಲಿ ರಥದ ದುರಸ್ತಿಗೆ ಕ್ರಮ ಕೈಗೊಳ್ಳಲಾಗುವುದು.".: [358, 581, 585, 622]
tea-ad-line: ಘಮಘಮಿಸುವ ಮಾರುತಿ ಚೆಸ್ಟ್ ಮತ್ತು: [822, 102, 895, 110]
